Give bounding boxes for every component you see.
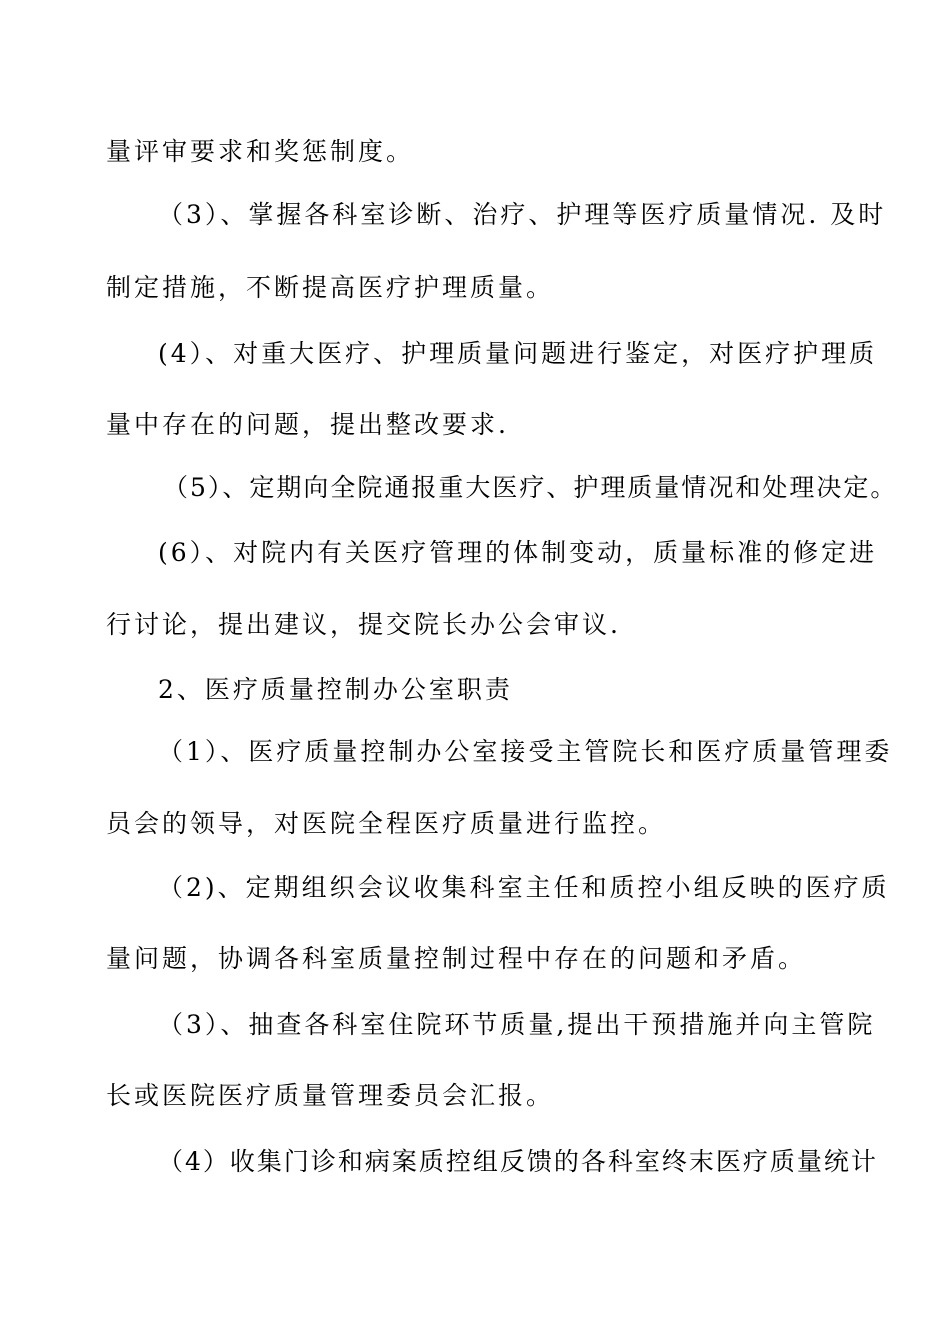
text-line: 量问题，协调各科室质量控制过程中存在的问题和矛盾。: [106, 944, 807, 973]
text-line: (6）、对院内有关医疗管理的体制变动，质量标准的修定进: [158, 538, 878, 567]
text-line: 制定措施，不断提高医疗护理质量。: [106, 273, 555, 302]
text-line: (4）、对重大医疗、护理质量问题进行鉴定，对医疗护理质: [158, 339, 878, 368]
text-line: 量评审要求和奖惩制度。: [106, 137, 415, 166]
text-line: （5）、定期向全院通报重大医疗、护理质量情况和处理决定。: [163, 473, 898, 502]
text-line: （4）收集门诊和病案质控组反馈的各科室终末医疗质量统计: [158, 1147, 878, 1176]
text-line: （2)、定期组织会议收集科室主任和质控小组反映的医疗质: [158, 873, 890, 902]
text-line: （3）、抽查各科室住院环节质量,提出干预措施并向主管院: [158, 1010, 876, 1039]
text-line: 量中存在的问题，提出整改要求.: [106, 410, 509, 439]
text-line: 员会的领导，对医院全程医疗质量进行监控。: [106, 809, 667, 838]
text-line: （3）、掌握各科室诊断、治疗、护理等医疗质量情况. 及时: [158, 200, 887, 229]
text-line: 长或医院医疗质量管理委员会汇报。: [106, 1081, 555, 1110]
text-line: （1）、医疗质量控制办公室接受主管院长和医疗质量管理委: [158, 737, 893, 766]
text-line: 行讨论，提出建议，提交院长办公会审议.: [106, 610, 621, 639]
section-heading: 2、医疗质量控制办公室职责: [158, 675, 513, 704]
